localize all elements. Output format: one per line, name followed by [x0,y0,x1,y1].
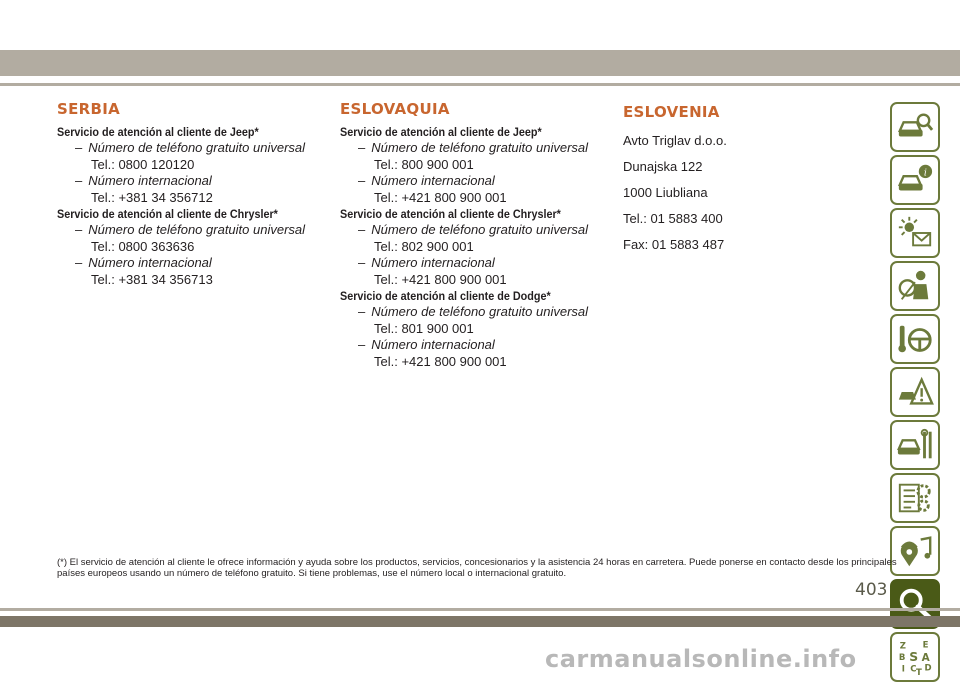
entry-label: – Número internacional [358,337,495,352]
entry-label: – Número internacional [358,255,495,270]
section-title: Servicio de atención al cliente de Chrysler* [57,207,278,221]
footer-rule [0,608,960,611]
section-title: Servicio de atención al cliente de Chrysler* [340,207,561,221]
entry-label: – Número internacional [75,255,212,270]
address-line: Tel.: 01 5883 400 [623,211,723,226]
dashboard-lights-icon [896,214,934,252]
tab-index[interactable] [890,632,940,682]
specifications-gear-icon [896,479,934,517]
header-band [0,50,960,76]
footnote: (*) El servicio de atención al cliente le ofrece información y ayuda sobre los productos, servicios, concesionarios y la asistencia 24 horas en carretera. Puede ponerse en contacto desde los principales países europeos usando un número de teléfono gratuito. Si tiene problemas, use el número local o internacional gratuito. [57,557,897,579]
car-search-icon [896,108,934,146]
entry-tel: Tel.: +381 34 356713 [91,272,213,287]
svg-text:S: S [909,649,919,664]
address-line: Dunajska 122 [623,159,703,174]
steering-wheel-icon [896,320,934,358]
page-number: 403 [855,580,888,600]
heading-eslovenia: ESLOVENIA [623,103,720,121]
address-line: Avto Triglav d.o.o. [623,133,727,148]
heading-serbia: SERBIA [57,100,121,118]
entry-tel: Tel.: +421 800 900 001 [374,190,507,205]
tab-steering[interactable] [890,314,940,364]
watermark: carmanualsonline.info [545,645,857,673]
entry-label: – Número de teléfono gratuito universal [75,222,306,237]
svg-text:A: A [921,651,930,664]
header-rule [0,83,960,86]
entry-label: – Número internacional [358,173,495,188]
column-serbia [57,100,327,288]
multimedia-icon [896,532,934,570]
entry-label: – Número de teléfono gratuito universal [358,304,589,319]
svg-text:Z: Z [899,641,907,652]
tab-specifications[interactable] [890,473,940,523]
car-info-icon [896,161,934,199]
entry-label: – Número de teléfono gratuito universal [358,140,589,155]
tab-safety[interactable] [890,261,940,311]
address-line: Fax: 01 5883 487 [623,237,725,252]
car-tools-icon [896,426,934,464]
footer-band [0,616,960,627]
entry-tel: Tel.: +381 34 356712 [91,190,213,205]
entry-tel: Tel.: +421 800 900 001 [374,354,507,369]
svg-text:B: B [898,652,906,663]
entry-label: – Número de teléfono gratuito universal [75,140,306,155]
entry-tel: Tel.: 801 900 001 [374,321,474,336]
svg-text:I: I [901,664,905,675]
column-eslovenia [623,100,893,263]
svg-text:D: D [924,663,932,674]
section-title: Servicio de atención al cliente de Jeep* [340,125,542,139]
column-eslovaquia [340,100,610,370]
svg-text:T: T [915,668,922,676]
svg-text:i: i [923,167,927,179]
alphabetical-index-icon [896,638,934,676]
entry-tel: Tel.: 800 900 001 [374,157,474,172]
address-line: 1000 Liubliana [623,185,708,200]
tab-maintenance[interactable] [890,420,940,470]
entry-label: – Número de teléfono gratuito universal [358,222,589,237]
svg-text:C: C [910,664,917,675]
address-block [623,133,893,253]
section-title: Servicio de atención al cliente de Dodge* [340,289,551,303]
tab-car-info[interactable] [890,155,940,205]
chapter-tabs [890,102,950,685]
warning-triangle-car-icon [896,373,934,411]
entry-tel: Tel.: 0800 363636 [91,239,195,254]
tab-emergency[interactable] [890,367,940,417]
heading-eslovaquia: ESLOVAQUIA [340,100,450,118]
svg-text:E: E [922,640,929,651]
entry-label: – Número internacional [75,173,212,188]
entry-tel: Tel.: 802 900 001 [374,239,474,254]
entry-tel: Tel.: 0800 120120 [91,157,195,172]
tab-car-search[interactable] [890,102,940,152]
section-title: Servicio de atención al cliente de Jeep* [57,125,259,139]
tab-dashboard-lights[interactable] [890,208,940,258]
entry-tel: Tel.: +421 800 900 001 [374,272,507,287]
safety-airbag-icon [896,267,934,305]
